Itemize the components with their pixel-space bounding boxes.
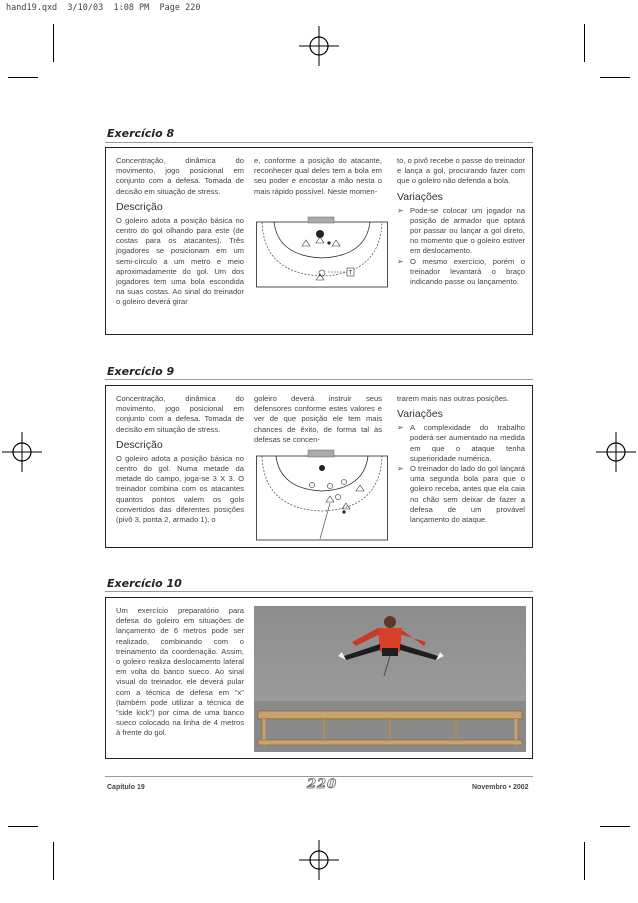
exercise-10-title: Exercício 10 — [107, 577, 182, 590]
exercise-9-col2 — [254, 394, 382, 445]
registration-mark-icon — [596, 432, 636, 472]
crop-mark — [600, 826, 630, 827]
exercise-9-title: Exercício 9 — [107, 365, 175, 378]
exercise-9-col2-text: goleiro deverá instruir seus defensores conforme estes valores e ver de que posição ele tem mais chances de êxito, de forma tal às defesas se concen- — [254, 394, 382, 444]
page-number: 220 — [307, 777, 338, 792]
list-item: ➢ Pode-se colocar um jogador na posição de armador que optará por passar ou lançar a gol direto, no momento que o goleiro estiver em deslocamento. — [397, 205, 525, 256]
exercise-8-col2-text: e, conforme a posição do atacante, reconhecer qual deles tem a bola em seu poder e encostar a mão nesta o mais rápido possível. Neste momen- — [254, 156, 382, 196]
registration-mark-icon — [2, 432, 42, 472]
arrow-bullet-icon: ➢ — [397, 205, 404, 215]
list-item: ➢ O mesmo exercício, porém o treinador levantará o braço indicando passe ou lançamento. — [397, 256, 525, 287]
exercise-9-col1 — [116, 394, 244, 525]
exercise-9-description-heading: Descrição — [116, 438, 163, 451]
exercise-8-court-diagram — [256, 216, 388, 288]
arrow-bullet-icon: ➢ — [397, 464, 404, 474]
exercise-9-intro: Concentração, dinâmica do movimento, jogo posicional em conjunto com a defesa. Tomada de decisão em situação de stress. — [116, 394, 244, 434]
crop-mark — [8, 826, 38, 827]
crop-mark — [584, 842, 585, 880]
divider — [105, 142, 533, 143]
list-item: ➢ O treinador do lado do gol lançará uma segunda bola para que o goleiro receba, antes que ela caia no chão sem deixar de fazer a defesa de um provável lançamento do ataque. — [397, 464, 525, 525]
file-slug: hand19.qxd 3/10/03 1:08 PM Page 220 — [6, 3, 201, 13]
arrow-bullet-icon: ➢ — [397, 423, 404, 433]
crop-mark — [53, 24, 54, 62]
footer-date: Novembro • 2002 — [472, 784, 529, 791]
goalkeeper-jump-photo — [254, 606, 526, 752]
list-item: ➢ A complexidade do trabalho poderá ser aumentado na medida em que o ataque tenha superioridade numérica. — [397, 423, 525, 463]
crop-mark — [584, 24, 585, 62]
exercise-9-variations-list — [397, 423, 525, 525]
exercise-8-variations-list — [397, 206, 525, 288]
footer-chapter: Capítulo 19 — [107, 784, 145, 791]
crop-mark — [600, 77, 630, 78]
arrow-bullet-icon: ➢ — [397, 256, 404, 266]
exercise-9-variations-heading: Variações — [397, 408, 443, 421]
exercise-9-col3-intro: trarem mais nas outras posições. — [397, 394, 509, 403]
exercise-8-col3 — [397, 156, 525, 287]
crop-mark — [53, 842, 54, 880]
registration-mark-icon — [299, 840, 339, 880]
exercise-9-description: O goleiro adota a posição básica no centro do gol. Numa metade da metade do campo, joga-se 3 X 3. O treinador combina com os atacantes quantos pontos valem os gols convertidos das diferentes posições (pivô 3, ponta 2, armado 1), o — [116, 453, 244, 525]
exercise-8-col2 — [254, 156, 382, 197]
exercise-8-col3-text: to, o pivô recebe o passe do treinador e lança a gol, procurando fazer com que o goleiro não defenda a bola. — [397, 156, 525, 186]
crop-mark — [8, 77, 38, 78]
exercise-8-intro: Concentração, dinâmica do movimento, jogo posicional em conjunto com a defesa. Tomada de decisão em situação de stress. — [116, 156, 244, 196]
exercise-10-text: Um exercício preparatório para defesa do goleiro em situações de lançamento de 6 metros pode ser realizado, combinando com o treinamento da coordenação. Assim, o goleiro realiza deslocamento lateral em volta do banco sueco. Ao sinal visual do treinador, ele deverá pular com a técnica de defesa em "x" (também pode utilizar a técnica de "side kick") por cima de uma banco sueco colocado na linha de 4 metros à frente do gol. — [116, 606, 244, 738]
exercise-9-court-diagram — [256, 449, 388, 541]
exercise-9-col3 — [397, 394, 525, 525]
exercise-10-col1 — [116, 606, 244, 739]
divider — [105, 379, 533, 380]
exercise-9-box — [105, 385, 533, 548]
trainer-label: T — [348, 270, 353, 277]
exercise-8-description-heading: Descrição — [116, 200, 163, 213]
exercise-8-variations-heading: Variações — [397, 190, 443, 203]
divider — [105, 591, 533, 592]
exercise-8-col1 — [116, 156, 244, 308]
registration-mark-icon — [299, 26, 339, 66]
exercise-8-title: Exercício 8 — [107, 127, 175, 140]
exercise-8-box — [105, 147, 533, 335]
exercise-8-description: O goleiro adota a posição básica no centro do gol olhando para este (de costas para os atacantes). Três jogadores se posicionam em um semi-círculo a um metro e meio aproximadamente do gol. Um dos jogadores tem uma bola escondida na suas costas. Ao sinal do treinador o goleiro deverá girar — [116, 215, 244, 307]
exercise-10-box — [105, 597, 533, 759]
